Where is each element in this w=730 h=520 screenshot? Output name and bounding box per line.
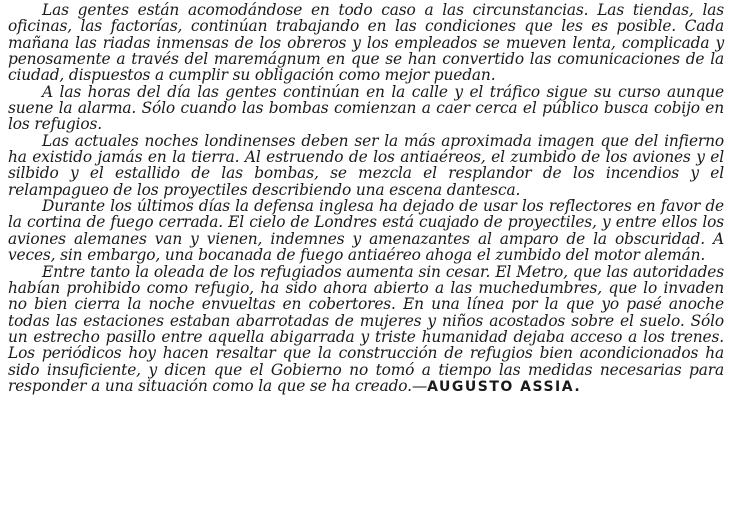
author-signature: AUGUSTO ASSIA. [427,378,582,395]
article-paragraph-3: Las actuales noches londinenses deben ser la más aproximada imagen que del infierno ha existido jamás en la tierra. Al estruendo de los antiaéreos, el zumbido de los aviones y el silbido y el estallido de las bombas, se mezcla el resplandor de los incendios y el relampagueo de los proyectiles describiendo una escena dantesca. [8,131,724,199]
article-paragraph-5 [8,264,724,396]
article-paragraph-4: Durante los últimos días la defensa inglesa ha dejado de usar los reflectores en favor de la cortina de fuego cerrada. El cielo de Londres está cuajado de proyectiles, y entre ellos los aviones alemanes van y vienen, indemnes y amenazantes al amparo de la obscuridad. A veces, sin embargo, una bocanada de fuego antiaéreo ahoga el zumbido del motor alemán. [8,197,724,265]
article-paragraph-1: Las gentes están acomodándose en todo caso a las circunstancias. Las tiendas, las oficinas, las factorías, continúan trabajando en las condiciones que les es posible. Cada mañana las riadas inmensas de los obreros y los empleados se mueven lenta, complicada y penosamente a través del maremágnum en que se han convertido las comunicaciones de la ciudad, dispuestos a cumplir su obligación como mejor puedan. [8,1,724,85]
article-column [8,2,724,395]
article-paragraph-2: A las horas del día las gentes continúan en la calle y el tráfico sigue su curso aunque suene la alarma. Sólo cuando las bombas comienzan a caer cerca el público busca cobijo en los refugios. [8,82,724,134]
article-paragraph-5-text: Entre tanto la oleada de los refugiados aumenta sin cesar. El Metro, que las autoridades habían prohibido como refugio, ha sido ahora abierto a las muchedumbres, que lo invaden no bien cierra la noche envueltas en cobertores. En una línea por la que yo pasé anoche todas las estaciones estaban abarrotadas de mujeres y niños acostados sobre el suelo. Sólo un estrecho pasillo entre aquella abigarrada y triste humanidad dejaba acceso a los trenes. Los periódicos hoy hacen resaltar que la construcción de refugios bien acondicionados ha sido insuficiente, y dicen que el Gobierno no tomó a tiempo las medidas necesarias para responder a una situación como la que se ha creado.— [8,262,724,395]
